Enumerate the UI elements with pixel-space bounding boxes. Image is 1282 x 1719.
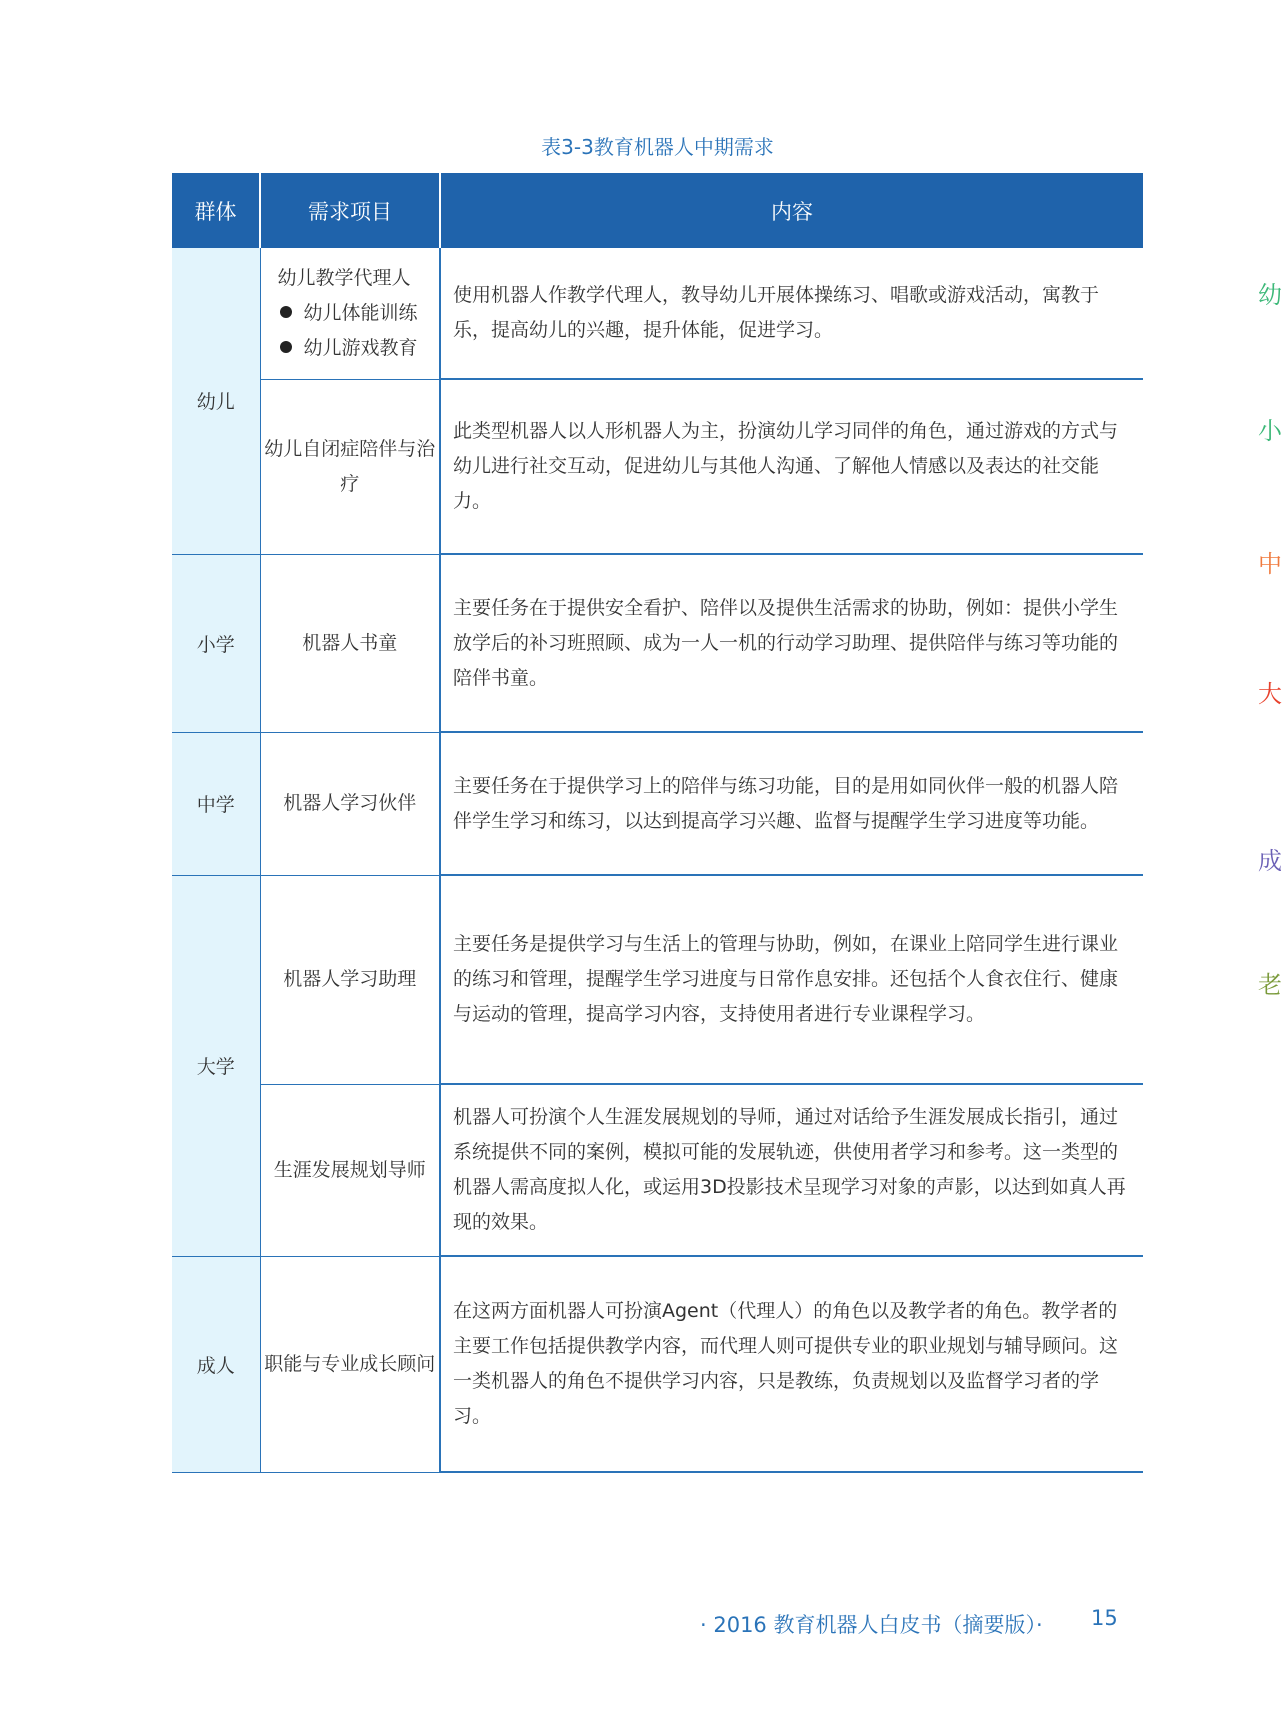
item-title: 幼儿教学代理人 (277, 266, 411, 289)
item-cell (260, 248, 440, 379)
table-row (172, 1084, 1143, 1256)
item-cell: 机器人学习助理 (260, 875, 440, 1084)
item-cell: 生涯发展规划导师 (260, 1084, 440, 1256)
table-row (172, 875, 1143, 1084)
table-row (172, 732, 1143, 875)
content-cell: 使用机器人作教学代理人，教导幼儿开展体操练习、唱歌或游戏活动，寓教于乐，提高幼儿的兴趣，提升体能，促进学习。 (440, 248, 1143, 379)
item-bullet: 幼儿游戏教育 (278, 331, 440, 366)
content-cell: 在这两方面机器人可扮演Agent（代理人）的角色以及教学者的角色。教学者的主要工作包括提供教学内容，而代理人则可提供专业的职业规划与辅导顾问。这一类机器人的角色不提供学习内容，只是教练，负责规划以及监督学习者的学习。 (440, 1256, 1143, 1472)
content-cell: 机器人可扮演个人生涯发展规划的导师，通过对话给予生涯发展成长指引，通过系统提供不同的案例，模拟可能的发展轨迹，供使用者学习和参考。这一类型的机器人需高度拟人化，或运用3D投影技术呈现学习对象的声影，以达到如真人再现的效果。 (440, 1084, 1143, 1256)
side-tab-char: 成 (1258, 847, 1282, 875)
table-row (172, 554, 1143, 732)
side-tab-char: 小 (1258, 417, 1282, 445)
header-group: 群体 (172, 173, 260, 248)
group-cell: 大学 (172, 875, 260, 1256)
requirements-table (172, 173, 1143, 1473)
side-tab-char: 中 (1258, 550, 1282, 578)
item-cell: 职能与专业成长顾问 (260, 1256, 440, 1472)
side-tab-char: 大 (1258, 680, 1282, 708)
table-row (172, 379, 1143, 554)
bullet-icon (280, 341, 292, 353)
item-bullet: 幼儿体能训练 (278, 296, 440, 331)
header-content: 内容 (440, 173, 1143, 248)
item-cell: 机器人书童 (260, 554, 440, 732)
content-cell: 主要任务是提供学习与生活上的管理与协助，例如，在课业上陪同学生进行课业的练习和管理，提醒学生学习进度与日常作息安排。还包括个人食衣住行、健康与运动的管理，提高学习内容，支持使用者进行专业课程学习。 (440, 875, 1143, 1084)
group-cell: 中学 (172, 732, 260, 875)
table-caption: 表3-3教育机器人中期需求 (541, 135, 774, 159)
header-item: 需求项目 (260, 173, 440, 248)
content-cell: 主要任务在于提供安全看护、陪伴以及提供生活需求的协助，例如：提供小学生放学后的补习班照顾、成为一人一机的行动学习助理、提供陪伴与练习等功能的陪伴书童。 (440, 554, 1143, 732)
table-header-row (172, 173, 1143, 248)
group-cell: 小学 (172, 554, 260, 732)
group-cell: 成人 (172, 1256, 260, 1472)
content-cell: 主要任务在于提供学习上的陪伴与练习功能，目的是用如同伙伴一般的机器人陪伴学生学习和练习，以达到提高学习兴趣、监督与提醒学生学习进度等功能。 (440, 732, 1143, 875)
group-cell: 幼儿 (172, 248, 260, 554)
page-number: 15 (1091, 1606, 1118, 1630)
side-tab-char: 幼 (1258, 281, 1282, 309)
table-row (172, 248, 1143, 379)
content-cell: 此类型机器人以人形机器人为主，扮演幼儿学习同伴的角色，通过游戏的方式与幼儿进行社交互动，促进幼儿与其他人沟通、了解他人情感以及表达的社交能力。 (440, 379, 1143, 554)
bullet-icon (280, 306, 292, 318)
footer-title: · 2016 教育机器人白皮书（摘要版）· (700, 1613, 1043, 1637)
item-cell: 机器人学习伙伴 (260, 732, 440, 875)
table-row (172, 1256, 1143, 1472)
side-tab-char: 老 (1258, 971, 1282, 999)
item-cell: 幼儿自闭症陪伴与治疗 (260, 379, 440, 554)
